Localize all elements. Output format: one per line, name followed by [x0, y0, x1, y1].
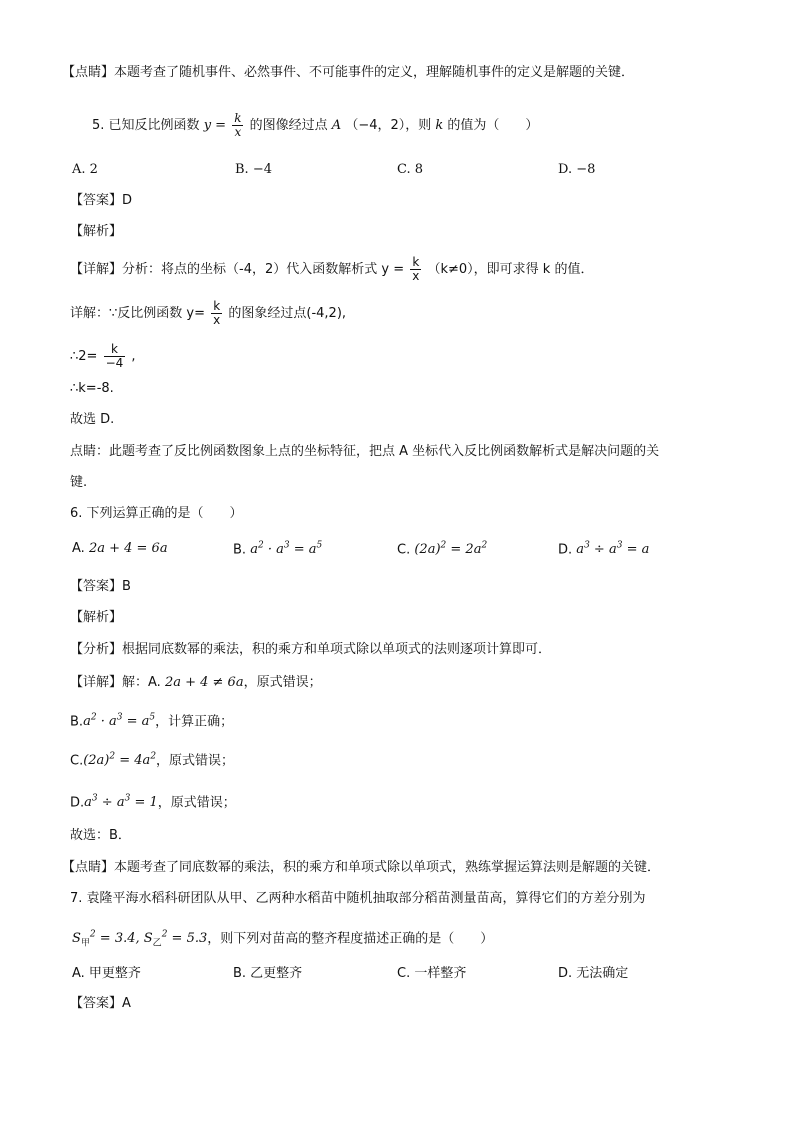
q7-option-d: D. 无法确定	[558, 966, 629, 981]
q6-b-dot: ·	[263, 542, 277, 558]
q6-detail-b-label: B.	[70, 714, 84, 730]
q6-dc-base: (2a)	[83, 753, 110, 769]
q6-dd-e2: 3	[124, 794, 131, 804]
q7-exp-yi: 2	[161, 930, 168, 940]
q5-detail-den: x	[412, 269, 420, 283]
q6-detail-d	[70, 790, 236, 812]
q5-solve	[70, 300, 346, 327]
q6-b-eq: = a	[289, 542, 317, 558]
q5-solve-post: 的图象经过点(-4,2),	[228, 306, 347, 321]
q5-step1-post: ,	[131, 349, 136, 364]
q5-step1-num: k	[104, 343, 126, 357]
q6-d-exp1: 3	[584, 541, 590, 551]
q5-option-d: D. −8	[558, 162, 596, 177]
q5-fraction	[232, 112, 243, 139]
q6-dd-mid: ÷ a	[97, 795, 125, 811]
q6-analysis-tag: 【解析】	[70, 610, 123, 625]
q6-dc-e2: 2	[150, 752, 157, 762]
q6-stem: 6. 下列运算正确的是（ ）	[70, 506, 243, 521]
q6-dd-base: a	[84, 795, 92, 811]
q6-b-exp3: 5	[316, 541, 323, 551]
q6-detail-a-expr: 2a + 4 ≠ 6a	[160, 675, 244, 690]
q7-sub-yi: 乙	[152, 938, 162, 949]
q7-val-yi: = 5.3	[167, 931, 208, 947]
q5-analysis-tag: 【解析】	[70, 224, 123, 239]
q6-dc-e1: 2	[109, 752, 116, 762]
q6-choose: 故选：B．	[70, 828, 131, 843]
q7-option-b: B. 乙更整齐	[233, 966, 303, 981]
q5-solve-num: k	[211, 300, 222, 314]
q7-val-jia: = 3.4,	[95, 931, 144, 947]
q5-stem-pre: 5. 已知反比例函数	[92, 118, 200, 133]
q7-variance-expr	[72, 930, 208, 949]
q5-option-a: A. 2	[72, 162, 98, 177]
q7-option-a: A. 甲更整齐	[72, 966, 141, 981]
q7-stem-line1: 7. 袁隆平海水稻科研团队从甲、乙两种水稻苗中随机抽取部分稻苗测量苗高，算得它们的方差分别为	[70, 891, 646, 906]
q6-answer: 【答案】B	[70, 579, 131, 594]
q6-option-a-label: A.	[72, 541, 85, 556]
q7-answer: 【答案】A	[70, 996, 131, 1011]
q5-detail-post: （k≠0），即可求得 k 的值．	[427, 262, 594, 277]
q6-option-c	[397, 541, 487, 557]
q5-detail-fraction	[410, 256, 421, 283]
q6-option-d-expr	[576, 542, 649, 557]
q6-detail-b-post: ，计算正确；	[155, 714, 234, 730]
q6-option-a	[72, 541, 168, 556]
q6-detail-a-post: ，原式错误；	[243, 675, 322, 690]
q6-detail-c	[70, 748, 234, 770]
q6-detail-c-post: ，原式错误；	[156, 753, 235, 769]
q6-b-exp2: 3	[283, 541, 290, 551]
q7-option-c: C. 一样整齐	[397, 966, 467, 981]
q5-frac-den: x	[234, 125, 242, 139]
q5-point-name: A	[331, 118, 342, 133]
q6-detail-d-expr	[84, 795, 158, 810]
q6-db-mid: · a	[96, 714, 117, 730]
q6-c-exp2: 2	[481, 541, 488, 551]
q6-d-exp2: 3	[616, 541, 623, 551]
q6-c-exp1: 2	[440, 541, 447, 551]
q6-detail-d-label: D.	[70, 795, 85, 811]
q6-b-base1: a	[250, 542, 258, 558]
q6-analysis: 【分析】根据同底数幂的乘法，积的乘方和单项式除以单项式的法则逐项计算即可．	[70, 642, 552, 657]
q5-answer: 【答案】D	[70, 193, 133, 208]
q6-tip: 【点睛】本题考查了同底数幂的乘法，积的乘方和单项式除以单项式，熟练掌握运算法则是解题的关键．	[62, 860, 661, 875]
q5-option-c: C. 8	[397, 162, 424, 177]
q6-detail-d-post: ，原式错误；	[157, 795, 236, 811]
q5-stem	[92, 112, 538, 139]
q7-s-yi: S	[143, 931, 153, 947]
q6-b-base2: a	[276, 542, 284, 558]
q5-step1-fraction	[104, 343, 126, 370]
q6-db-base: a	[83, 714, 91, 730]
q6-option-d-label: D.	[558, 542, 573, 558]
q7-exp-jia: 2	[89, 930, 96, 940]
q6-detail-a	[70, 674, 322, 692]
q5-detail-pre: 【详解】分析：将点的坐标（-4，2）代入函数解析式 y =	[70, 262, 405, 277]
q7-stem-line2-post: ，则下列对苗高的整齐程度描述正确的是（ ）	[207, 931, 494, 947]
q6-dc-eq: = 4a	[115, 753, 151, 769]
q6-detail-b	[70, 709, 233, 731]
q5-solve-pre: 详解：∵反比例函数 y=	[70, 306, 205, 321]
q6-c-eq: = 2a	[446, 542, 482, 558]
q5-choose: 故选 D.	[70, 412, 115, 427]
q5-tip-line1: 点睛：此题考查了反比例函数图象上点的坐标特征，把点 A 坐标代入反比例函数解析式是解决问题的关	[70, 444, 660, 459]
q5-step1-pre: ∴2=	[70, 349, 98, 364]
q6-c-pre: (2a)	[414, 542, 441, 558]
q6-d-div: ÷ a	[589, 542, 617, 558]
q6-detail-c-expr	[83, 753, 156, 768]
q5-option-b: B. −4	[235, 162, 272, 177]
q6-option-d	[558, 541, 649, 557]
q6-db-e3: 5	[149, 713, 156, 723]
q6-dd-e1: 3	[91, 794, 98, 804]
q6-db-eq: = a	[122, 714, 150, 730]
q7-s-jia: S	[72, 931, 81, 947]
q5-tip-line2: 键.	[70, 475, 88, 490]
q6-d-base1: a	[576, 542, 585, 558]
q5-solve-fraction	[211, 300, 222, 327]
q6-option-c-label: C.	[397, 542, 411, 558]
q6-db-e1: 2	[90, 713, 97, 723]
q5-frac-num: k	[234, 111, 242, 125]
q5-detail	[70, 256, 593, 283]
q7-stem-line2	[72, 926, 493, 953]
q5-point-coords: （−4，2），则	[345, 118, 432, 133]
q6-option-c-expr	[414, 542, 487, 557]
q6-b-exp1: 2	[257, 541, 264, 551]
q6-detail-b-expr	[83, 714, 155, 729]
q7-sub-jia: 甲	[80, 938, 90, 949]
q5-fx-lhs: y =	[203, 118, 227, 133]
q6-option-b	[233, 541, 322, 557]
q6-detail-c-label: C.	[70, 753, 84, 769]
q6-d-eq: = a	[622, 542, 650, 558]
q5-detail-num: k	[410, 256, 421, 270]
q5-k: k	[435, 118, 444, 133]
q5-step1	[70, 343, 136, 370]
q4-tip: 【点睛】本题考查了随机事件、必然事件、不可能事件的定义，理解随机事件的定义是解题的关键．	[62, 65, 635, 80]
q6-db-e2: 3	[116, 713, 123, 723]
q6-detail-pre: 【详解】解：A.	[70, 675, 161, 690]
q5-step2: ∴k=-8.	[70, 381, 114, 396]
q6-option-a-expr: 2a + 4 = 6a	[88, 541, 168, 556]
q6-option-b-label: B.	[233, 542, 247, 558]
q5-stem-end: 的值为（ ）	[447, 118, 539, 133]
q6-option-b-expr	[250, 542, 322, 557]
q5-step1-den: −4	[105, 356, 124, 370]
q5-stem-post: 的图像经过点	[249, 118, 328, 133]
q6-dd-eq: = 1	[130, 795, 158, 811]
q5-solve-den: x	[213, 313, 221, 327]
